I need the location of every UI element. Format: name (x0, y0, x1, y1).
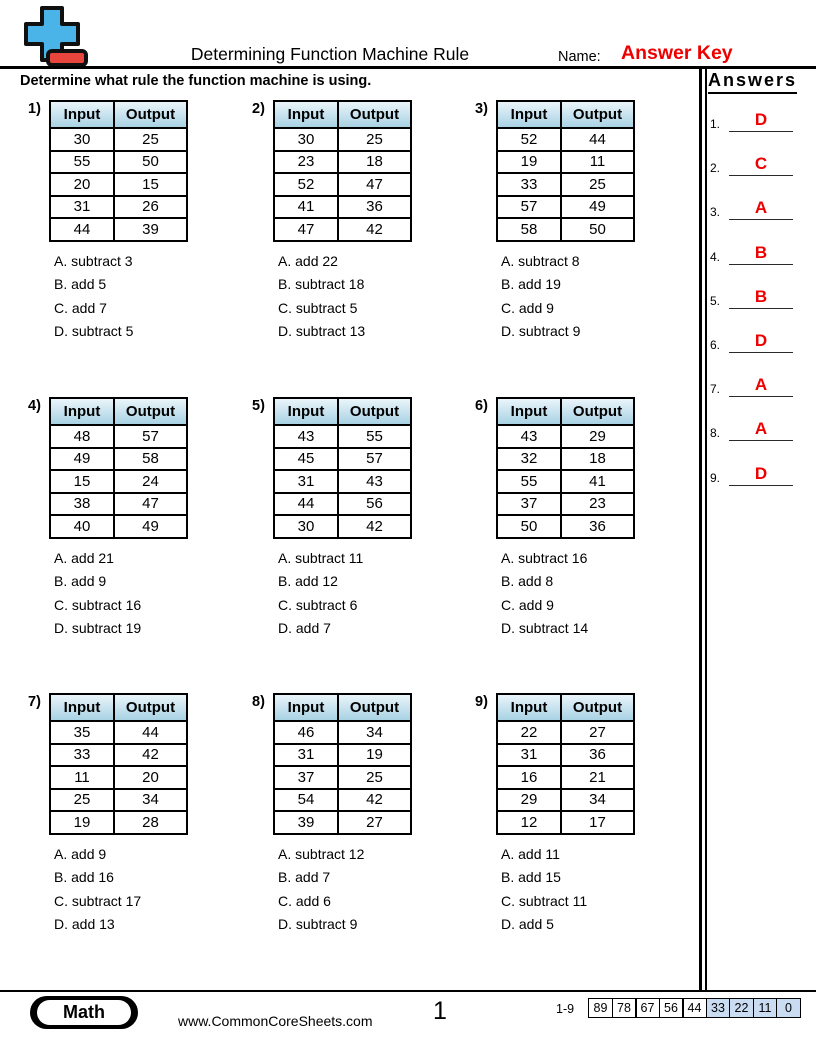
answer-blank (729, 464, 793, 486)
problem-4 (28, 395, 188, 641)
answer-letter: D (754, 464, 768, 483)
answer-row-8 (710, 419, 793, 441)
choice-a: A. subtract 12 (278, 845, 365, 862)
input-cell: 29 (497, 789, 561, 812)
choice-a: A. subtract 11 (278, 549, 364, 566)
choices (54, 250, 188, 344)
footer-divider (0, 990, 816, 992)
output-cell: 26 (114, 196, 187, 219)
input-header: Input (50, 101, 114, 128)
choice-b: B. add 9 (54, 573, 107, 589)
table-row (274, 493, 411, 516)
table-row (50, 128, 187, 151)
output-cell: 15 (114, 173, 187, 196)
table-row (497, 425, 634, 448)
website-url: www.CommonCoreSheets.com (178, 1013, 373, 1029)
answer-key-label: Answer Key (621, 42, 733, 64)
score-cell: 44 (682, 998, 707, 1018)
output-cell: 21 (561, 766, 634, 789)
input-cell: 25 (50, 789, 114, 812)
choice-b: B. add 19 (501, 276, 561, 292)
table-row (497, 151, 634, 174)
input-cell: 47 (274, 218, 338, 241)
table-row (50, 151, 187, 174)
answer-blank (729, 154, 793, 176)
output-cell: 58 (114, 448, 187, 471)
input-cell: 54 (274, 789, 338, 812)
output-header: Output (561, 398, 634, 425)
input-header: Input (274, 398, 338, 425)
problem-number: 4) (28, 398, 41, 414)
output-cell: 18 (561, 448, 634, 471)
input-cell: 31 (50, 196, 114, 219)
choice-a: A. add 21 (54, 549, 114, 566)
problem-7 (28, 691, 188, 937)
output-cell: 42 (338, 218, 411, 241)
table-row (50, 173, 187, 196)
answer-row-6 (710, 331, 793, 353)
score-cell: 78 (612, 998, 637, 1018)
answer-blank (729, 375, 793, 397)
output-header: Output (114, 694, 187, 721)
choice-d: D. add 13 (54, 916, 115, 932)
input-cell: 40 (50, 515, 114, 538)
input-cell: 19 (50, 811, 114, 834)
choice-d: D. add 7 (278, 620, 331, 636)
io-table (49, 397, 188, 539)
answer-blank (729, 331, 793, 353)
choice-b: B. add 16 (54, 869, 114, 885)
answer-row-7 (710, 375, 793, 397)
table-row (497, 128, 634, 151)
table-row (497, 196, 634, 219)
answer-row-2 (710, 154, 793, 176)
input-cell: 15 (50, 470, 114, 493)
answer-blank (729, 287, 793, 309)
input-cell: 58 (497, 218, 561, 241)
input-header: Input (497, 694, 561, 721)
input-cell: 11 (50, 766, 114, 789)
input-cell: 12 (497, 811, 561, 834)
answers-title: Answers (708, 70, 797, 94)
problem-9 (475, 691, 635, 937)
output-cell: 24 (114, 470, 187, 493)
output-cell: 27 (338, 811, 411, 834)
input-cell: 30 (274, 128, 338, 151)
problem-number: 5) (252, 398, 265, 414)
choices (54, 547, 188, 641)
answer-row-3 (710, 198, 793, 220)
output-cell: 11 (561, 151, 634, 174)
table-row (274, 811, 411, 834)
output-cell: 17 (561, 811, 634, 834)
score-cell: 33 (706, 998, 731, 1018)
input-cell: 48 (50, 425, 114, 448)
answer-letter: D (754, 110, 768, 129)
input-cell: 19 (497, 151, 561, 174)
choices (501, 250, 635, 344)
answer-letter: B (754, 287, 768, 306)
answer-number: 6. (710, 338, 721, 352)
answer-letter: A (754, 375, 768, 394)
io-table (496, 397, 635, 539)
answer-number: 5. (710, 294, 721, 308)
subject-label: Math (37, 1000, 131, 1025)
table-row (497, 811, 634, 834)
problem-8 (252, 691, 412, 937)
table-row (50, 744, 187, 767)
input-header: Input (50, 694, 114, 721)
choice-c: C. subtract 6 (278, 596, 358, 613)
input-cell: 55 (50, 151, 114, 174)
input-cell: 38 (50, 493, 114, 516)
output-cell: 25 (338, 766, 411, 789)
io-table (49, 693, 188, 835)
input-cell: 32 (497, 448, 561, 471)
answer-number: 9. (710, 471, 721, 485)
input-cell: 22 (497, 721, 561, 744)
output-cell: 47 (114, 493, 187, 516)
answers-panel-border-inner (705, 69, 707, 990)
table-row (50, 766, 187, 789)
choice-c: C. subtract 5 (278, 299, 358, 316)
output-cell: 49 (114, 515, 187, 538)
table-row (50, 721, 187, 744)
answers-panel-border (699, 69, 702, 990)
answer-letter: B (754, 243, 768, 262)
problem-number: 6) (475, 398, 488, 414)
page-title: Determining Function Machine Rule (190, 44, 470, 64)
output-cell: 44 (114, 721, 187, 744)
problem-number: 3) (475, 101, 488, 117)
table-row (497, 515, 634, 538)
table-row (497, 721, 634, 744)
table-row (274, 721, 411, 744)
score-range-label: 1-9 (556, 1002, 575, 1016)
answer-number: 2. (710, 161, 721, 175)
input-cell: 35 (50, 721, 114, 744)
table-row (274, 766, 411, 789)
input-cell: 44 (274, 493, 338, 516)
output-cell: 55 (338, 425, 411, 448)
output-cell: 47 (338, 173, 411, 196)
answer-blank (729, 110, 793, 132)
output-cell: 36 (561, 744, 634, 767)
output-header: Output (561, 694, 634, 721)
header-divider (0, 66, 816, 69)
output-cell: 27 (561, 721, 634, 744)
table-row (50, 470, 187, 493)
output-cell: 44 (561, 128, 634, 151)
problem-number: 1) (28, 101, 41, 117)
output-cell: 34 (114, 789, 187, 812)
table-row (50, 789, 187, 812)
choice-c: C. subtract 16 (54, 596, 142, 613)
answer-letter: D (754, 331, 768, 350)
input-cell: 45 (274, 448, 338, 471)
input-cell: 43 (274, 425, 338, 448)
output-cell: 19 (338, 744, 411, 767)
input-cell: 44 (50, 218, 114, 241)
output-header: Output (114, 101, 187, 128)
instruction-text: Determine what rule the function machine is using. (20, 73, 372, 89)
choice-b: B. subtract 18 (278, 276, 365, 292)
problem-number: 2) (252, 101, 265, 117)
choice-a: A. add 22 (278, 252, 338, 269)
choice-c: C. add 7 (54, 299, 107, 316)
input-cell: 20 (50, 173, 114, 196)
table-row (274, 744, 411, 767)
output-cell: 25 (561, 173, 634, 196)
problem-number: 7) (28, 694, 41, 710)
output-header: Output (338, 398, 411, 425)
choices (54, 843, 188, 937)
table-row (274, 470, 411, 493)
choice-a: A. subtract 8 (501, 252, 580, 269)
problem-3 (475, 98, 635, 344)
choice-d: D. subtract 5 (54, 323, 134, 339)
answer-number: 3. (710, 205, 721, 219)
output-cell: 49 (561, 196, 634, 219)
input-cell: 52 (497, 128, 561, 151)
input-cell: 46 (274, 721, 338, 744)
answer-row-5 (710, 287, 793, 309)
choice-b: B. add 5 (54, 276, 107, 292)
choice-a: A. add 9 (54, 845, 107, 862)
input-cell: 31 (274, 470, 338, 493)
input-cell: 37 (274, 766, 338, 789)
choice-d: D. add 5 (501, 916, 554, 932)
score-cell: 0 (776, 998, 801, 1018)
choices (278, 547, 412, 641)
score-cell: 89 (588, 998, 613, 1018)
score-strip (588, 998, 801, 1018)
table-row (497, 448, 634, 471)
output-cell: 25 (114, 128, 187, 151)
choice-b: B. add 8 (501, 573, 554, 589)
output-cell: 20 (114, 766, 187, 789)
answer-row-1 (710, 110, 793, 132)
choice-d: D. subtract 9 (278, 916, 358, 932)
choice-c: C. subtract 11 (501, 892, 588, 909)
answer-number: 7. (710, 382, 721, 396)
score-cell: 11 (753, 998, 778, 1018)
choices (278, 843, 412, 937)
choices (501, 547, 635, 641)
input-cell: 31 (274, 744, 338, 767)
table-row (50, 515, 187, 538)
output-cell: 57 (338, 448, 411, 471)
output-cell: 43 (338, 470, 411, 493)
table-row (50, 218, 187, 241)
input-cell: 50 (497, 515, 561, 538)
output-header: Output (338, 694, 411, 721)
table-row (50, 493, 187, 516)
output-cell: 28 (114, 811, 187, 834)
input-header: Input (497, 101, 561, 128)
table-row (50, 425, 187, 448)
input-cell: 33 (50, 744, 114, 767)
input-header: Input (497, 398, 561, 425)
output-cell: 34 (561, 789, 634, 812)
score-cell: 22 (729, 998, 754, 1018)
answer-letter: A (754, 419, 768, 438)
output-cell: 42 (338, 789, 411, 812)
input-cell: 52 (274, 173, 338, 196)
table-row (497, 493, 634, 516)
table-row (274, 128, 411, 151)
table-row (497, 173, 634, 196)
table-row (274, 425, 411, 448)
input-cell: 33 (497, 173, 561, 196)
choice-d: D. subtract 9 (501, 323, 581, 339)
answer-number: 4. (710, 250, 721, 264)
answer-row-4 (710, 243, 793, 265)
table-row (274, 151, 411, 174)
input-header: Input (274, 101, 338, 128)
io-table (273, 397, 412, 539)
io-table (273, 100, 412, 242)
table-row (274, 196, 411, 219)
score-cell: 56 (659, 998, 684, 1018)
output-header: Output (338, 101, 411, 128)
output-header: Output (114, 398, 187, 425)
choice-c: C. subtract 17 (54, 892, 142, 909)
io-table (496, 100, 635, 242)
io-table (49, 100, 188, 242)
table-row (274, 173, 411, 196)
io-table (273, 693, 412, 835)
choice-d: D. subtract 19 (54, 620, 142, 636)
choice-c: C. add 9 (501, 299, 554, 316)
answer-number: 8. (710, 426, 721, 440)
input-cell: 41 (274, 196, 338, 219)
output-cell: 36 (338, 196, 411, 219)
output-cell: 36 (561, 515, 634, 538)
table-row (497, 218, 634, 241)
input-cell: 57 (497, 196, 561, 219)
answer-letter: C (754, 154, 768, 173)
output-cell: 29 (561, 425, 634, 448)
output-cell: 42 (114, 744, 187, 767)
input-header: Input (274, 694, 338, 721)
choice-b: B. add 7 (278, 869, 331, 885)
problem-5 (252, 395, 412, 641)
choice-a: A. add 11 (501, 845, 560, 862)
choices (278, 250, 412, 344)
choice-d: D. subtract 13 (278, 323, 366, 339)
input-cell: 23 (274, 151, 338, 174)
output-cell: 34 (338, 721, 411, 744)
score-cell: 67 (635, 998, 660, 1018)
plus-minus-logo-icon (14, 5, 92, 74)
name-label: Name: (558, 49, 601, 65)
answer-blank (729, 243, 793, 265)
answer-number: 1. (710, 117, 721, 131)
table-row (497, 744, 634, 767)
output-cell: 50 (114, 151, 187, 174)
table-row (50, 811, 187, 834)
table-row (50, 448, 187, 471)
table-row (274, 448, 411, 471)
input-cell: 30 (274, 515, 338, 538)
table-row (497, 470, 634, 493)
problem-number: 9) (475, 694, 488, 710)
input-cell: 30 (50, 128, 114, 151)
input-cell: 16 (497, 766, 561, 789)
output-cell: 25 (338, 128, 411, 151)
output-header: Output (561, 101, 634, 128)
page-number: 1 (433, 997, 447, 1025)
input-cell: 39 (274, 811, 338, 834)
output-cell: 50 (561, 218, 634, 241)
choice-b: B. add 15 (501, 869, 561, 885)
table-row (497, 789, 634, 812)
table-row (497, 766, 634, 789)
table-row (50, 196, 187, 219)
answer-blank (729, 198, 793, 220)
input-cell: 31 (497, 744, 561, 767)
choice-a: A. subtract 16 (501, 549, 588, 566)
output-cell: 57 (114, 425, 187, 448)
choice-d: D. subtract 14 (501, 620, 589, 636)
input-header: Input (50, 398, 114, 425)
choices (501, 843, 635, 937)
output-cell: 41 (561, 470, 634, 493)
output-cell: 39 (114, 218, 187, 241)
choice-c: C. add 9 (501, 596, 554, 613)
table-row (274, 515, 411, 538)
problem-number: 8) (252, 694, 265, 710)
output-cell: 23 (561, 493, 634, 516)
input-cell: 49 (50, 448, 114, 471)
problem-1 (28, 98, 188, 344)
output-cell: 18 (338, 151, 411, 174)
input-cell: 43 (497, 425, 561, 448)
problem-2 (252, 98, 412, 344)
answer-blank (729, 419, 793, 441)
answer-letter: A (754, 198, 768, 217)
io-table (496, 693, 635, 835)
problem-6 (475, 395, 635, 641)
choice-c: C. add 6 (278, 892, 331, 909)
input-cell: 37 (497, 493, 561, 516)
table-row (274, 218, 411, 241)
math-badge (30, 996, 138, 1029)
input-cell: 55 (497, 470, 561, 493)
output-cell: 56 (338, 493, 411, 516)
choice-b: B. add 12 (278, 573, 338, 589)
choice-a: A. subtract 3 (54, 252, 133, 269)
output-cell: 42 (338, 515, 411, 538)
answer-row-9 (710, 464, 793, 486)
table-row (274, 789, 411, 812)
